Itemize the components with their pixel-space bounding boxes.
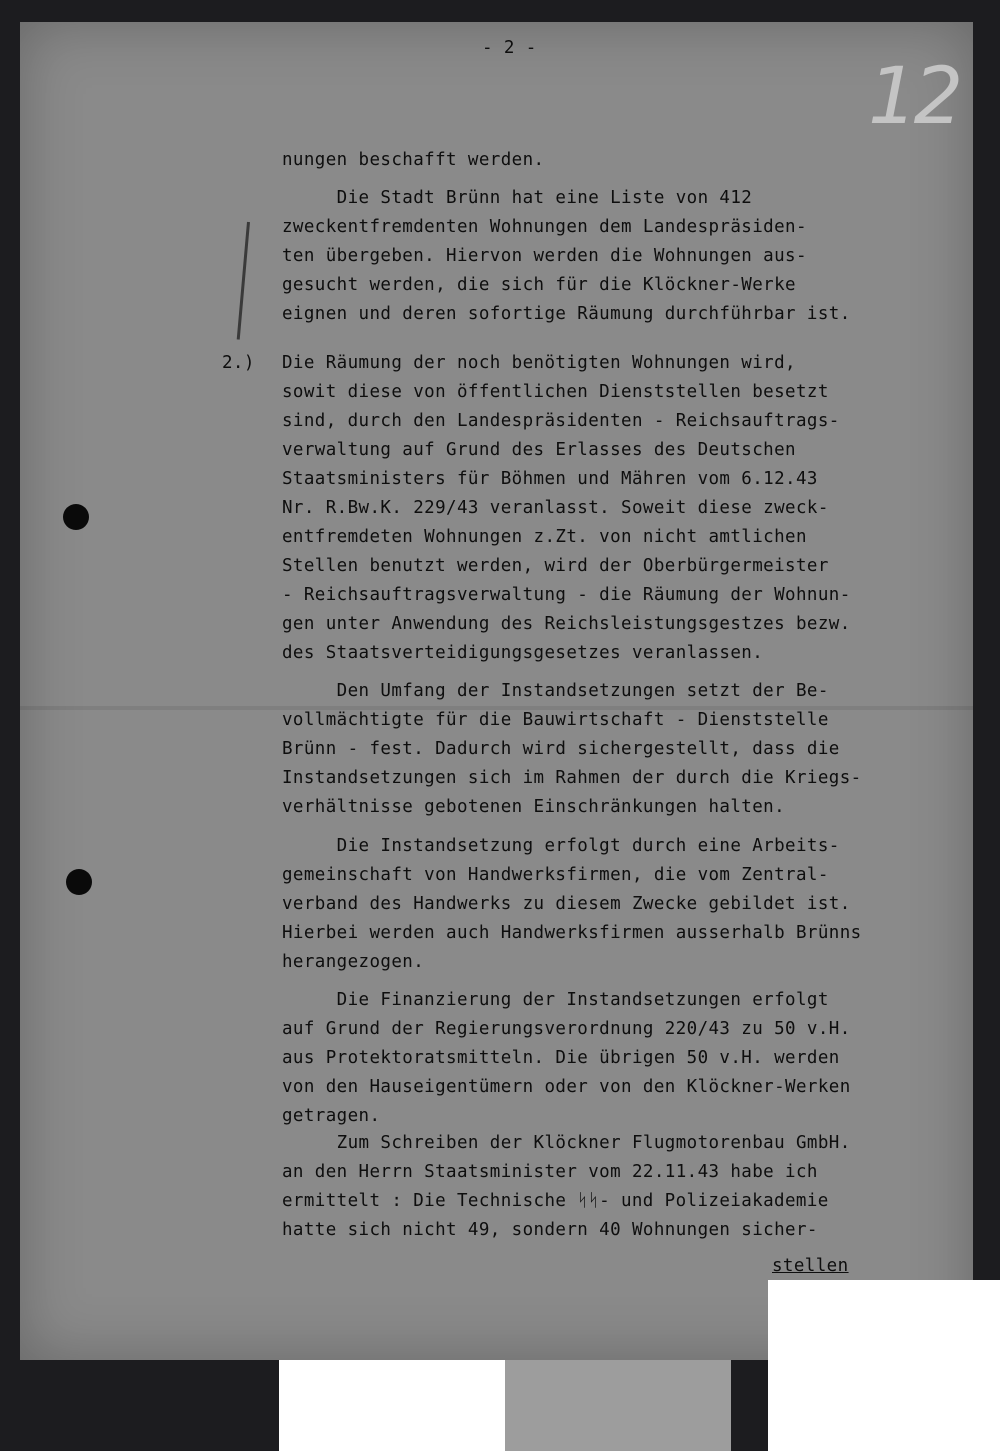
text-line: ten übergeben. Hiervon werden die Wohnungen aus-: [282, 246, 807, 266]
catchword: stellen: [772, 1256, 849, 1276]
text-line: Zum Schreiben der Klöckner Flugmotorenbau GmbH.: [282, 1133, 851, 1153]
text-line: herangezogen.: [282, 952, 425, 972]
text-line: Die Räumung der noch benötigten Wohnungen wird,: [282, 353, 796, 373]
text-line: ermittelt : Die Technische ᛋᛋ- und Polizeiakademie: [282, 1191, 829, 1211]
text-line: eignen und deren sofortige Räumung durchführbar ist.: [282, 304, 851, 324]
text-line: von den Hauseigentümern oder von den Klöckner-Werken: [282, 1077, 851, 1097]
calibration-swatch-white: [279, 1360, 505, 1451]
page-number: - 2 -: [482, 38, 537, 58]
text-line: entfremdeten Wohnungen z.Zt. von nicht amtlichen: [282, 527, 807, 547]
white-patch: [768, 1280, 1000, 1451]
text-line: verhältnisse gebotenen Einschränkungen halten.: [282, 797, 786, 817]
text-line: verband des Handwerks zu diesem Zwecke gebildet ist.: [282, 894, 851, 914]
text-line: sowit diese von öffentlichen Dienststellen besetzt: [282, 382, 829, 402]
text-line: nungen beschafft werden.: [282, 150, 545, 170]
text-line: Nr. R.Bw.K. 229/43 veranlasst. Soweit diese zweck-: [282, 498, 829, 518]
punch-hole-upper: [63, 504, 89, 530]
text-line: gesucht werden, die sich für die Klöckner-Werke: [282, 275, 796, 295]
text-line: Staatsministers für Böhmen und Mähren vom 6.12.43: [282, 469, 818, 489]
text-line: Die Stadt Brünn hat eine Liste von 412: [282, 188, 753, 208]
item-number: 2.): [222, 353, 255, 373]
text-line: getragen.: [282, 1106, 381, 1126]
text-line: des Staatsverteidigungsgesetzes veranlassen.: [282, 643, 764, 663]
text-line: Die Instandsetzung erfolgt durch eine Arbeits-: [282, 836, 840, 856]
text-line: verwaltung auf Grund des Erlasses des Deutschen: [282, 440, 796, 460]
text-line: Instandsetzungen sich im Rahmen der durch die Kriegs-: [282, 768, 862, 788]
text-line: vollmächtigte für die Bauwirtschaft - Dienststelle: [282, 710, 829, 730]
text-line: - Reichsauftragsverwaltung - die Räumung der Wohnun-: [282, 585, 851, 605]
text-line: Brünn - fest. Dadurch wird sichergestellt, dass die: [282, 739, 840, 759]
handwritten-page-number: 12: [868, 52, 960, 142]
text-line: sind, durch den Landespräsidenten - Reichsauftrags-: [282, 411, 840, 431]
text-line: Stellen benutzt werden, wird der Oberbürgermeister: [282, 556, 829, 576]
text-line: gemeinschaft von Handwerksfirmen, die vom Zentral-: [282, 865, 829, 885]
text-line: zweckentfremdenten Wohnungen dem Landespräsiden-: [282, 217, 807, 237]
text-line: an den Herrn Staatsminister vom 22.11.43 habe ich: [282, 1162, 818, 1182]
text-line: aus Protektoratsmitteln. Die übrigen 50 v.H. werden: [282, 1048, 840, 1068]
text-line: Die Finanzierung der Instandsetzungen erfolgt: [282, 990, 829, 1010]
text-line: Hierbei werden auch Handwerksfirmen ausserhalb Brünns: [282, 923, 862, 943]
punch-hole-lower: [66, 869, 92, 895]
text-line: auf Grund der Regierungsverordnung 220/43 zu 50 v.H.: [282, 1019, 851, 1039]
text-line: hatte sich nicht 49, sondern 40 Wohnungen sicher-: [282, 1220, 818, 1240]
text-line: gen unter Anwendung des Reichsleistungsgestzes bezw.: [282, 614, 851, 634]
calibration-swatch-gray: [505, 1360, 731, 1451]
text-line: Den Umfang der Instandsetzungen setzt der Be-: [282, 681, 829, 701]
